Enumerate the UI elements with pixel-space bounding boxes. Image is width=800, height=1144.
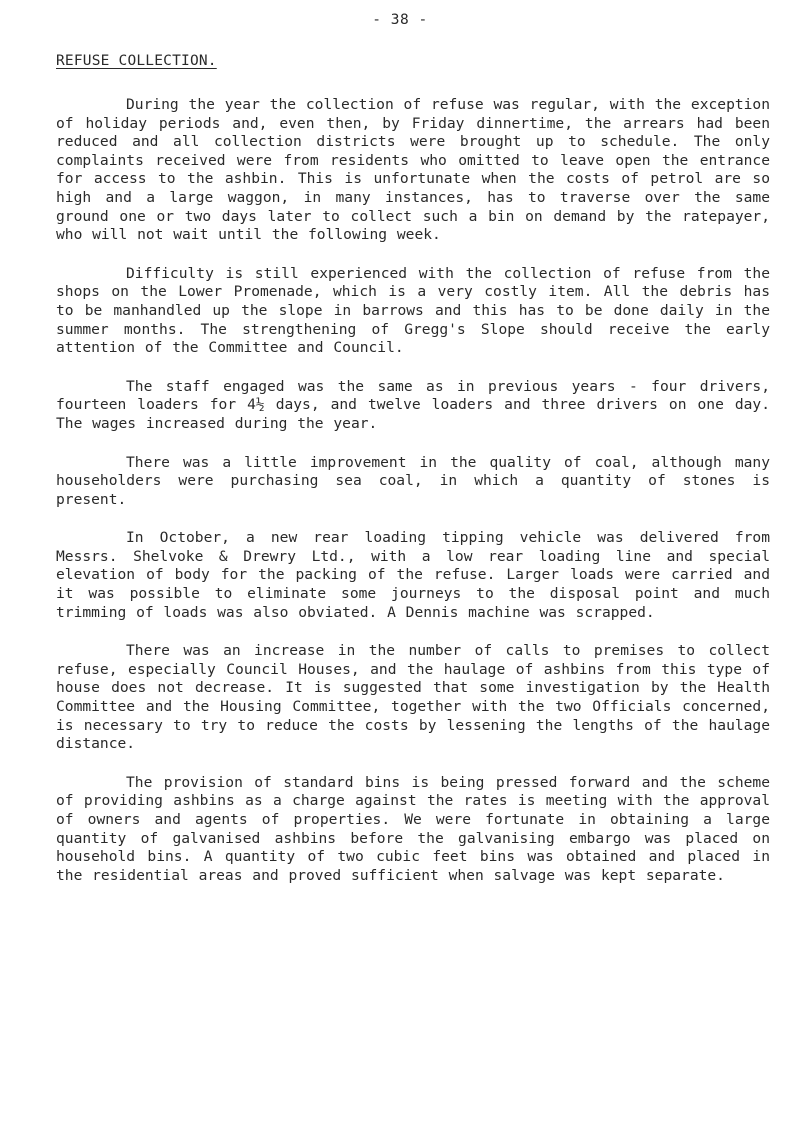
paragraph: Difficulty is still experienced with the collection of refuse from the shops on the Lower Promenade, which is a very costly item. All the debris has to be manhandled up the slope in barrows and this has to be done daily in the summer months. The strengthening of Gregg's Slope should receive the early attention of the Committee and Council. <box>56 264 770 357</box>
paragraph: In October, a new rear loading tipping vehicle was delivered from Messrs. Shelvoke & Drewry Ltd., with a low rear loading line and special elevation of body for the packing of the refuse. Larger loads were carried and it was possible to eliminate some journeys to the disposal point and much trimming of loads was also obviated. A Dennis machine was scrapped. <box>56 529 770 621</box>
document-body <box>56 96 770 905</box>
page-number: - 38 - <box>372 12 428 28</box>
paragraph: The provision of standard bins is being pressed forward and the scheme of providing ashbins as a charge against the rates is meeting with the approval of owners and agents of properties. We were fortunate in obtaining a large quantity of galvanised ashbins before the galvanising embargo was placed on household bins. A quantity of two cubic feet bins was obtained and placed in the residential areas and proved sufficient when salvage was kept separate. <box>56 773 770 884</box>
paragraph: The staff engaged was the same as in previous years - four drivers, fourteen loaders for 4½ days, and twelve loaders and three drivers on one day. The wages increased during the year. <box>56 377 770 432</box>
paragraph: There was an increase in the number of calls to premises to collect refuse, especially Council Houses, and the haulage of ashbins from this type of house does not decrease. It is suggested that some investigation by the Health Committee and the Housing Committee, together with the two Officials concerned, is necessary to try to reduce the costs by lessening the lengths of the haulage distance. <box>56 642 770 753</box>
section-heading: REFUSE COLLECTION. <box>56 53 217 69</box>
paragraph: During the year the collection of refuse was regular, with the exception of holiday periods and, even then, by Friday dinnertime, the arrears had been reduced and all collection districts were brought up to schedule. The only complaints received were from residents who omitted to leave open the entrance for access to the ashbin. This is unfortunate when the costs of petrol are so high and a large waggon, in many instances, has to traverse over the same ground one or two days later to collect such a bin on demand by the ratepayer, who will not wait until the following week. <box>56 96 770 244</box>
paragraph: There was a little improvement in the quality of coal, although many householders were purchasing sea coal, in which a quantity of stones is present. <box>56 453 770 508</box>
